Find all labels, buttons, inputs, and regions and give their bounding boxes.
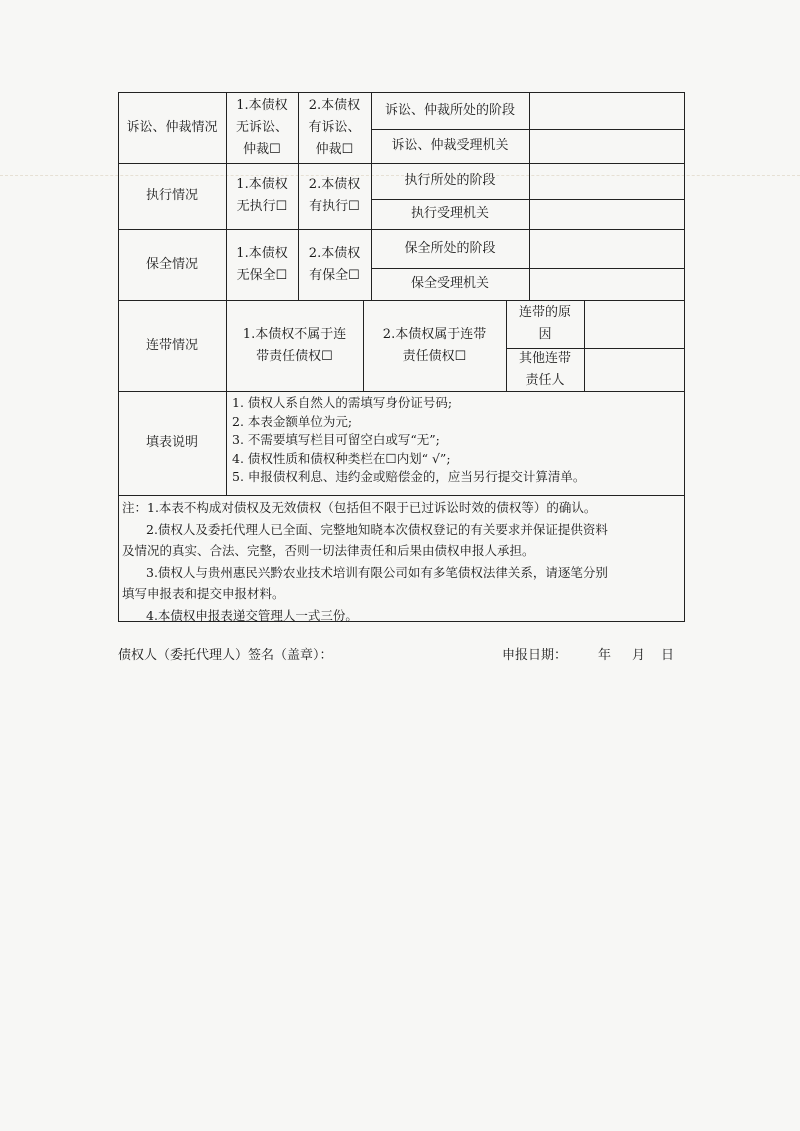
litigation-authority-label: 诉讼、仲裁受理机关 [391, 138, 509, 153]
instructions-label: 填表说明 [145, 435, 198, 450]
note-line: 3.债权人与贵州惠民兴黔农业技术培训有限公司如有多笔债权法律关系，请逐笔分别 [146, 564, 608, 580]
date-month: 月 [632, 648, 646, 663]
joint-reason-input[interactable] [584, 300, 685, 348]
note-line: 4.本债权申报表递交管理人一式三份。 [146, 607, 358, 623]
instructions-list [232, 394, 682, 494]
joint-others-label: 其他连带 责任人 [518, 350, 571, 388]
litigation-stage-input[interactable] [529, 92, 685, 129]
note-line: 及情况的真实、合法、完整，否则一切法律责任和后果由债权申报人承担。 [122, 543, 535, 559]
date-label: 申报日期： [502, 648, 568, 663]
litigation-stage-label: 诉讼、仲裁所处的阶段 [384, 102, 515, 118]
preservation-stage-input[interactable] [529, 229, 685, 268]
preservation-authority-label: 保全受理机关 [410, 276, 489, 291]
execution-authority-input[interactable] [529, 199, 685, 229]
instruction-item: 2. 本表金额单位为元; [232, 413, 353, 429]
instruction-item: 4. 债权性质和债权种类栏在☐内划“ √”; [232, 450, 451, 466]
note-line: 2.债权人及委托代理人已全面、完整地知晓本次债权登记的有关要求并保证提供资料 [146, 521, 608, 537]
preservation-option-has[interactable]: 2.本债权 有保全☐ [308, 245, 361, 283]
litigation-option-has[interactable]: 2.本债权 有诉讼、 仲裁☐ [308, 97, 361, 157]
execution-label: 执行情况 [145, 188, 198, 203]
joint-others-input[interactable] [584, 348, 685, 391]
litigation-authority-input[interactable] [529, 129, 685, 163]
instruction-item: 1. 债权人系自然人的需填写身份证号码; [232, 395, 453, 410]
litigation-option-none[interactable]: 1.本债权 无诉讼、 仲裁☐ [235, 97, 288, 157]
execution-stage-input[interactable] [529, 163, 685, 199]
note-line: 填写申报表和提交申报材料。 [122, 586, 285, 602]
execution-authority-label: 执行受理机关 [410, 206, 489, 221]
preservation-label: 保全情况 [145, 256, 198, 272]
notes-block [122, 497, 682, 621]
execution-stage-label: 执行所处的阶段 [404, 173, 496, 188]
preservation-stage-label: 保全所处的阶段 [404, 240, 496, 256]
execution-option-none[interactable]: 1.本债权 无执行☐ [236, 177, 288, 214]
date-day: 日 [661, 648, 675, 663]
execution-option-has[interactable]: 2.本债权 有执行☐ [308, 177, 361, 214]
joint-reason-label: 连带的原 因 [518, 305, 571, 342]
preservation-option-none[interactable]: 1.本债权 无保全☐ [236, 245, 288, 283]
note-line: 注：1.本表不构成对债权及无效债权（包括但不限于已过诉讼时效的债权等）的确认。 [122, 500, 597, 515]
preservation-authority-input[interactable] [529, 268, 685, 300]
date-year: 年 [598, 648, 612, 663]
instruction-item: 3. 不需要填写栏目可留空白或写“无”; [232, 432, 440, 448]
instruction-item: 5. 申报债权利息、违约金或赔偿金的，应当另行提交计算清单。 [232, 469, 586, 485]
joint-liability-label: 连带情况 [145, 337, 198, 353]
joint-liability-option-is[interactable]: 2.本债权属于连带 责任债权☐ [382, 326, 487, 364]
litigation-label: 诉讼、仲裁情况 [126, 119, 218, 135]
joint-liability-option-not[interactable]: 1.本债权不属于连 带责任债权☐ [242, 326, 347, 364]
signature-label: 债权人（委托代理人）签名（盖章）： [118, 648, 333, 663]
